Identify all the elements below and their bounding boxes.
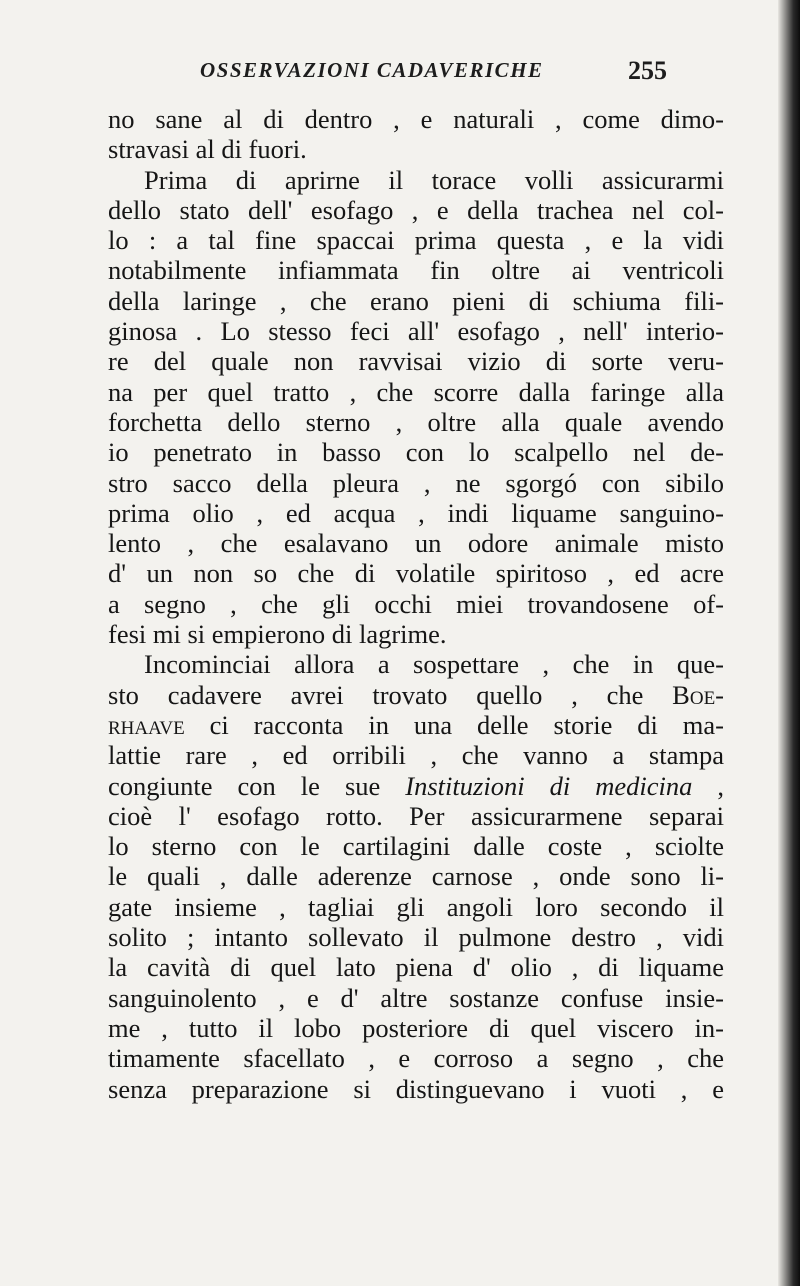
text-line: dello stato dell' esofago , e della trachea nel col- (108, 194, 724, 225)
text-line: a segno , che gli occhi miei trovandosene of- (108, 588, 724, 619)
text-line: senza preparazione si distinguevano i vuoti , e (108, 1073, 724, 1104)
text-line: sanguinolento , e d' altre sostanze confuse insie- (108, 982, 724, 1013)
text-line: gate insieme , tagliai gli angoli loro secondo il (108, 891, 724, 922)
text-line: ginosa . Lo stesso feci all' esofago , nell' interio- (108, 316, 724, 347)
text-line: forchetta dello sterno , oltre alla quale avendo (108, 406, 724, 437)
text-line: la cavità di quel lato piena d' olio , di liquame (108, 952, 724, 983)
text-line: notabilmente infiammata fin oltre ai ventricoli (108, 255, 724, 286)
text-line: timamente sfacellato , e corroso a segno , che (108, 1043, 724, 1074)
text-line: lo : a tal fine spaccai prima questa , e la vidi (108, 225, 724, 256)
page-edge-shadow (778, 0, 800, 1286)
text-line-part: , (692, 770, 725, 801)
page-number: 255 (628, 56, 667, 85)
text-line: solito ; intanto sollevato il pulmone destro , vidi (108, 922, 724, 953)
body-text (108, 104, 724, 1104)
running-header: OSSERVAZIONI CADAVERICHE (200, 58, 544, 82)
text-line: io penetrato in basso con lo scalpello nel de- (108, 437, 724, 468)
text-line-part: congiunte con le sue (108, 770, 406, 801)
text-line: stravasi al di fuori. (108, 134, 307, 165)
text-line: stro sacco della pleura , ne sgorgó con sibilo (108, 467, 724, 498)
text-line: lo sterno con le cartilagini dalle coste , sciolte (108, 831, 724, 862)
text-line: me , tutto il lobo posteriore di quel viscero in- (108, 1012, 724, 1043)
text-line: no sane al di dentro , e naturali , come dimo- (108, 104, 724, 134)
text-line: della laringe , che erano pieni di schiuma fili- (108, 285, 724, 316)
text-line (108, 710, 724, 740)
text-line: re del quale non ravvisai vizio di sorte veru- (108, 346, 724, 377)
text-line: na per quel tratto , che scorre dalla faringe alla (108, 376, 724, 407)
text-line: lattie rare , ed orribili , che vanno a stampa (108, 740, 724, 771)
text-line: fesi mi si empierono di lagrime. (108, 619, 447, 650)
text-line (108, 771, 724, 801)
text-line: lento , che esalavano un odore animale misto (108, 528, 724, 559)
text-line: cioè l' esofago rotto. Per assicurarmene separai (108, 800, 724, 831)
text-line-part: sto cadavere avrei trovato quello , che (108, 679, 673, 710)
text-line: Incominciai allora a sospettare , che in que- (144, 649, 724, 680)
author-name-part: rhaave (108, 709, 185, 740)
text-line: le quali , dalle aderenze carnose , onde sono li- (108, 861, 724, 892)
text-line: Prima di aprirne il torace volli assicurarmi (144, 164, 724, 195)
text-line: prima olio , ed acqua , indi liquame sanguino- (108, 497, 724, 528)
book-title: Instituzioni di medicina (405, 770, 693, 801)
text-line: d' un non so che di volatile spiritoso , ed acre (108, 558, 724, 589)
author-name-part: Boe- (672, 679, 724, 710)
text-line-part: ci racconta in una delle storie di ma- (184, 709, 724, 740)
text-line (108, 680, 724, 710)
